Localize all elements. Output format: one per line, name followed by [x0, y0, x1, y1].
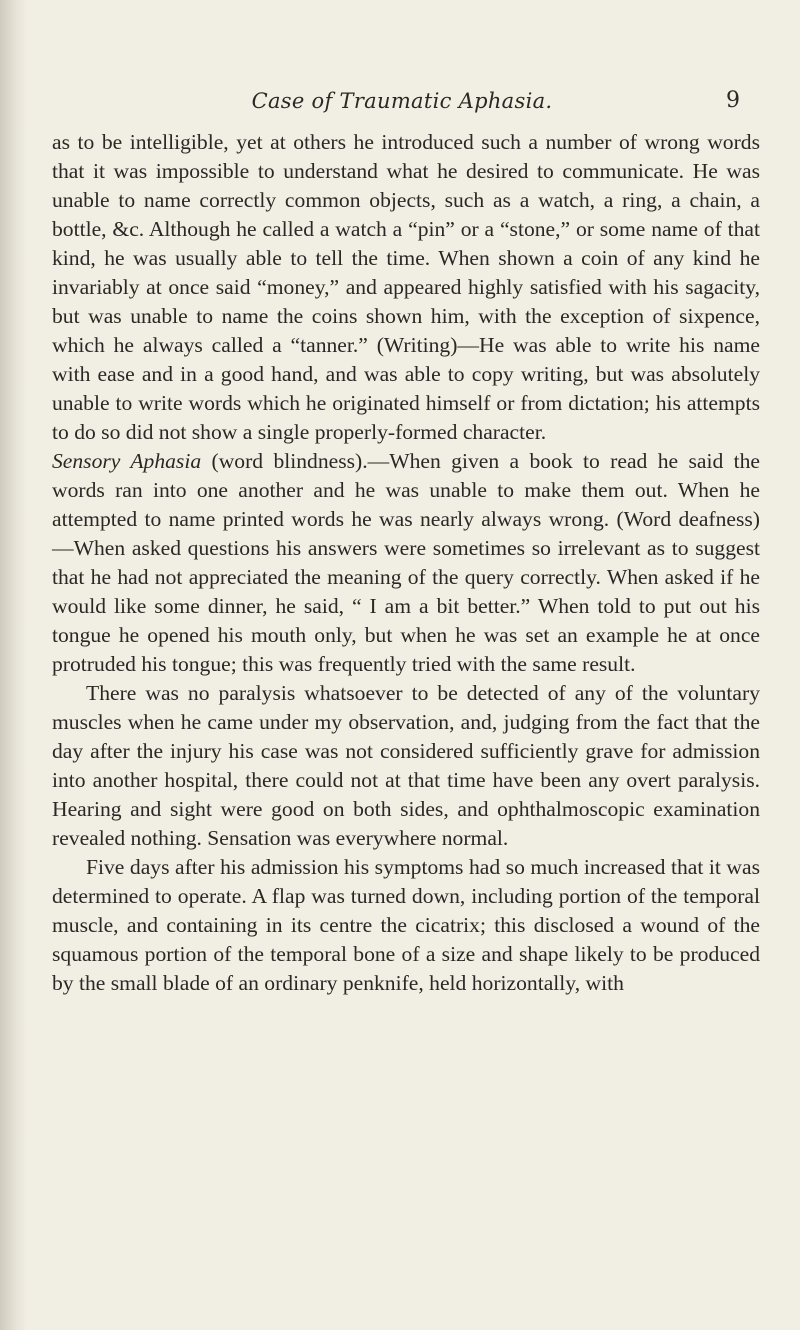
paragraph-3: There was no paralysis whatsoever to be detected of any of the voluntary muscles when he came under my observation, and, judging from the fact that the day after the injury his case was not considered sufficiently grave for admission into another hospital, there could not at that time have been any overt paralysis. Hearing and sight were good on both sides, and ophthalmoscopic examination revealed nothing. Sensation was everywhere normal. — [52, 681, 760, 850]
running-head — [52, 84, 752, 118]
paragraph-2-text: (word blindness).—When given a book to read he said the words ran into one another and he was unable to make them out. When he attempted to name printed words he was nearly always wrong. (Word deafness)—When asked questions his answers were sometimes so irrelevant as to suggest that he had not appreciated the meaning of the query correctly. When asked if he would like some dinner, he said, “ I am a bit better.” When told to put out his tongue he opened his mouth only, but when he was set an example he at once protruded his tongue; this was frequently tried with the same result. — [52, 449, 761, 676]
sensory-aphasia-heading: Sensory Aphasia — [52, 449, 202, 473]
running-title: Case of Traumatic Aphasia. — [251, 89, 553, 113]
page-number: 9 — [726, 88, 740, 113]
paragraph-4: Five days after his admission his symptoms had so much increased that it was determined to operate. A flap was turned down, including portion of the temporal muscle, and containing in its centre the cicatrix; this disclosed a wound of the squamous portion of the temporal bone of a size and shape likely to be produced by the small blade of an ordinary penknife, held horizontally, with — [52, 855, 760, 995]
paragraph-1: as to be intelligible, yet at others he introduced such a number of wrong words that it was impossible to understand what he desired to communicate. He was unable to name correctly common objects, such as a watch, a ring, a chain, a bottle, &c. Although he called a watch a “pin” or a “stone,” or some name of that kind, he was usually able to tell the time. When shown a coin of any kind he invariably at once said “money,” and appeared highly satisfied with his sagacity, but was unable to name the coins shown him, with the exception of sixpence, which he always called a “tanner.” (Writing)—He was able to write his name with ease and in a good hand, and was able to copy writing, but was absolutely unable to write words which he originated himself or from dictation; his attempts to do so did not show a single properly-formed character. — [52, 130, 760, 444]
binding-shadow — [0, 0, 28, 1330]
body-text — [52, 128, 760, 998]
paragraph-2 — [52, 447, 760, 679]
